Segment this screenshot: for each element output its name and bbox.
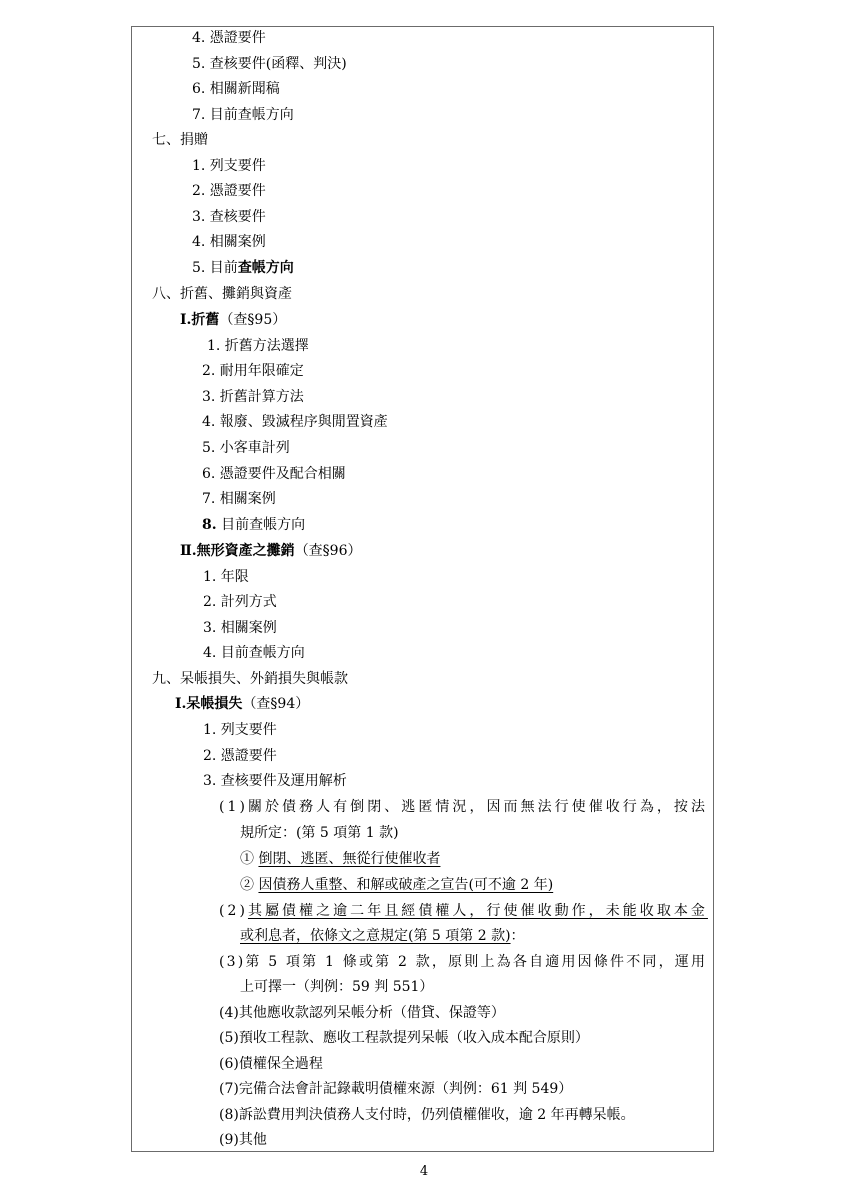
line-underlined-text: 因債務人重整、和解或破產之宣告(可不逾 2 年) [258, 877, 554, 893]
line-text: 3. 查核要件 [192, 209, 266, 225]
outline-line [192, 80, 280, 98]
line-bold-text: Ⅰ.折舊 [180, 312, 220, 328]
outline-line [203, 644, 305, 662]
line-text: 3. 查核要件及運用解析 [203, 773, 347, 789]
outline-line [219, 1131, 267, 1149]
line-text: 5. 查核要件(函釋、判決) [192, 56, 347, 72]
outline-line [203, 568, 249, 586]
line-text: 5. 小客車計列 [202, 440, 290, 456]
line-text: 1. 折舊方法選擇 [207, 338, 309, 354]
outline-line [219, 798, 708, 816]
outline-line [240, 850, 440, 868]
line-underlined-text: 其屬債權之逾二年且經債權人，行使催收動作，未能收取本金 [247, 903, 708, 919]
outline-line [202, 516, 305, 534]
line-text: (4)其他應收款認列呆帳分析（借貸、保證等） [219, 1005, 505, 1021]
line-bold-text: 查帳方向 [237, 260, 294, 276]
line-text: 1. 列支要件 [203, 722, 277, 738]
line-prefix: ② [240, 877, 259, 893]
outline-line [203, 593, 277, 611]
line-text: (7)完備合法會計記錄載明債權來源（判例：61 判 549） [219, 1081, 573, 1097]
line-text: 2. 耐用年限確定 [202, 363, 304, 379]
line-suffix: （查§94） [242, 696, 310, 712]
outline-line [202, 439, 290, 457]
outline-line [180, 542, 362, 560]
line-text: 規所定：(第 5 項第 1 款) [240, 825, 399, 841]
line-text: 7. 相關案例 [202, 491, 276, 507]
line-text: 上可擇一（判例：59 判 551） [240, 979, 434, 995]
line-suffix: （查§96） [294, 543, 362, 559]
line-bold-text: Ⅰ.呆帳損失 [175, 696, 243, 712]
line-text: (3)第 5 項第 1 條或第 2 款，原則上為各自適用因條件不同，運用 [219, 954, 708, 970]
outline-line [202, 413, 388, 431]
outline-line [219, 1080, 572, 1098]
outline-line [219, 902, 708, 920]
outline-line [192, 157, 266, 175]
line-text: 七、捐贈 [152, 132, 208, 148]
line-prefix: ① [240, 851, 259, 867]
outline-line [240, 824, 399, 842]
line-text: 八、折舊、攤銷與資產 [152, 286, 292, 302]
outline-line [219, 1106, 635, 1124]
line-text: 4. 相關案例 [192, 234, 266, 250]
line-text: (9)其他 [219, 1132, 267, 1148]
line-text: 3. 折舊計算方法 [202, 389, 304, 405]
outline-line [203, 772, 347, 790]
line-text: 4. 目前查帳方向 [203, 645, 305, 661]
line-text: 2. 計列方式 [203, 594, 277, 610]
line-suffix: 目前查帳方向 [216, 517, 306, 533]
line-text: (1)關於債務人有倒閉、逃匿情況，因而無法行使催收行為，按法 [219, 799, 708, 815]
line-bold-text: Ⅱ.無形資產之攤銷 [180, 543, 295, 559]
outline-line [219, 1055, 323, 1073]
outline-line [240, 978, 433, 996]
outline-line [240, 927, 525, 945]
line-bold-text: 8. [202, 517, 217, 533]
outline-line [152, 285, 292, 303]
line-text: 4. 憑證要件 [192, 30, 266, 46]
outline-line [202, 388, 304, 406]
outline-line [240, 876, 553, 894]
outline-line [192, 182, 266, 200]
line-text: 1. 年限 [203, 569, 249, 585]
outline-line [152, 131, 208, 149]
line-text: 7. 目前查帳方向 [192, 107, 294, 123]
outline-line [219, 1004, 505, 1022]
outline-line [192, 106, 294, 124]
outline-line [202, 490, 276, 508]
line-text: 2. 憑證要件 [203, 748, 277, 764]
outline-line [203, 747, 277, 765]
outline-line [203, 619, 277, 637]
line-underlined-text: 或利息者，依條文之意規定(第 5 項第 2 款) [240, 928, 511, 944]
outline-line [180, 311, 286, 329]
outline-line [192, 55, 347, 73]
outline-line [192, 259, 294, 277]
line-text: 2. 憑證要件 [192, 183, 266, 199]
line-prefix: (2) [219, 903, 248, 919]
line-text: (6)債權保全過程 [219, 1056, 323, 1072]
outline-line [152, 670, 348, 688]
line-suffix: ： [510, 928, 525, 944]
line-text: 6. 相關新聞稿 [192, 81, 280, 97]
outline-line [202, 362, 304, 380]
line-text: 6. 憑證要件及配合相關 [202, 466, 346, 482]
line-underlined-text: 倒閉、逃匿、無從行使催收者 [258, 851, 441, 867]
line-text: 4. 報廢、毀滅程序與閒置資產 [202, 414, 388, 430]
outline-line [219, 953, 707, 971]
outline-line [175, 695, 309, 713]
outline-line [192, 208, 266, 226]
page-number: 4 [419, 1164, 429, 1179]
outline-line [207, 337, 309, 355]
outline-line [192, 29, 266, 47]
line-text: (8)訴訟費用判決債務人支付時，仍列債權催收，逾 2 年再轉呆帳。 [219, 1107, 635, 1123]
line-text: 1. 列支要件 [192, 158, 266, 174]
outline-line [219, 1029, 589, 1047]
line-text: 九、呆帳損失、外銷損失與帳款 [152, 671, 348, 687]
line-text: (5)預收工程款、應收工程款提列呆帳（收入成本配合原則） [219, 1030, 589, 1046]
outline-line [202, 465, 346, 483]
line-prefix: 5. 目前 [192, 260, 238, 276]
line-text: 3. 相關案例 [203, 620, 277, 636]
outline-line [192, 233, 266, 251]
line-suffix: （查§95） [219, 312, 287, 328]
outline-line [203, 721, 277, 739]
